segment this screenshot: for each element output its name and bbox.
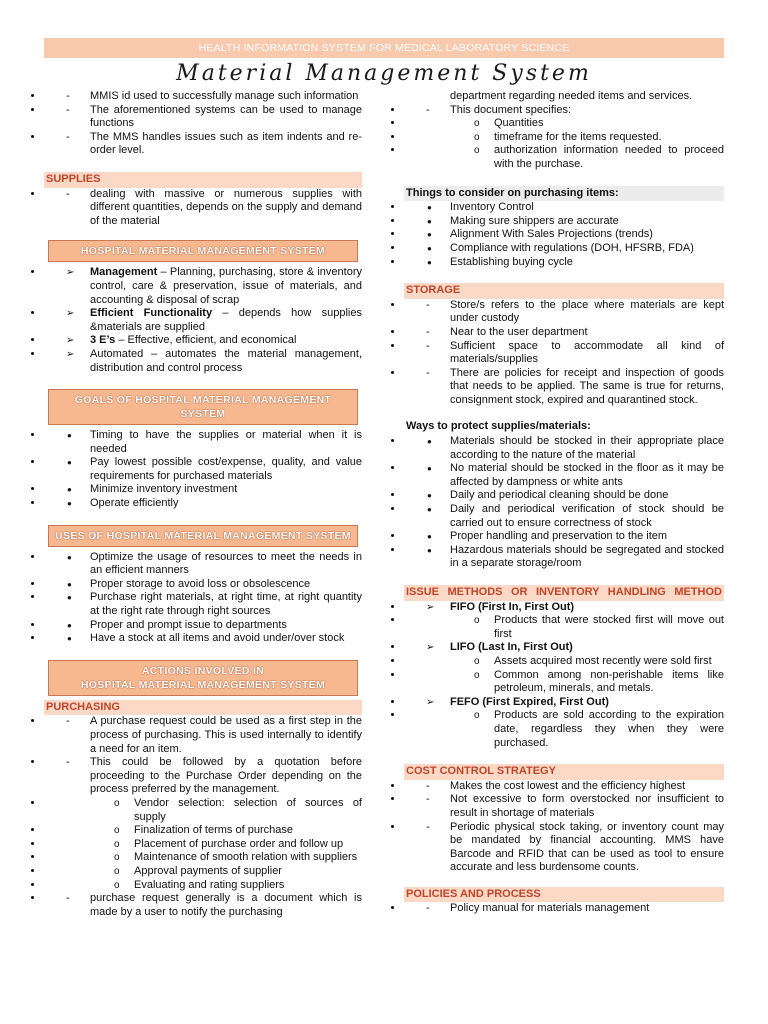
list-item: - • The MMS handles issues such as item indents and re-order level. bbox=[44, 131, 362, 158]
list-item: ● • No material should be stocked in the floor as it may be affected by dampness or white ants bbox=[404, 462, 724, 489]
term: Efficient Functionality bbox=[90, 307, 213, 320]
list-item: ● • Proper handling and preservation to the item bbox=[404, 530, 724, 544]
list-item: ● • Inventory Control bbox=[404, 201, 724, 215]
section-heading-purchasing: PURCHASING bbox=[44, 700, 362, 716]
list-item: o • Vendor selection: selection of sources of supply bbox=[44, 797, 362, 824]
continued-text: department regarding needed items and services. bbox=[450, 90, 693, 102]
list-item: - • Periodic physical stock taking, or inventory count may be mandated by financial accounting. MMS have Barcode and RFID that can be used as tool to ensure accurate and less burdensome counts. bbox=[404, 821, 724, 875]
list-item: o • Products that were stocked first will move out first bbox=[404, 614, 724, 641]
list-item: o • timeframe for the items requested. bbox=[404, 131, 724, 145]
list-item: ● • Have a stock at all items and avoid under/over stock bbox=[44, 632, 362, 646]
list-item: - • Near to the user department bbox=[404, 326, 724, 340]
box-heading-actions bbox=[48, 660, 358, 696]
page-title: Material Management System bbox=[176, 61, 592, 86]
ways-list bbox=[404, 435, 724, 571]
list-item: ● • Hazardous materials should be segregated and stocked in a separate storage/room bbox=[404, 544, 724, 571]
right-column bbox=[404, 90, 724, 916]
goals-list bbox=[44, 429, 362, 511]
subheading-ways: Ways to protect supplies/materials: bbox=[404, 419, 724, 435]
list-item: - • Sufficient space to accommodate all kind of materials/supplies bbox=[404, 340, 724, 367]
list-item: ● • Timing to have the supplies or material when it is needed bbox=[44, 429, 362, 456]
list-item: ● • Proper and prompt issue to departments bbox=[44, 619, 362, 633]
storage-list bbox=[404, 299, 724, 408]
list-item: o • Assets acquired most recently were sold first bbox=[404, 655, 724, 669]
purchasing-list-cont bbox=[44, 892, 362, 919]
box-heading-line: ACTIONS INVOLVED IN bbox=[141, 664, 265, 677]
list-item bbox=[44, 266, 362, 307]
list-item: ● • Operate efficiently bbox=[44, 497, 362, 511]
section-heading-storage: STORAGE bbox=[404, 283, 724, 299]
list-item: - • Makes the cost lowest and the efficiency highest bbox=[404, 780, 724, 794]
term-text: – Effective, efficient, and economical bbox=[115, 334, 297, 347]
list-item: - • MMIS id used to successfully manage such information bbox=[44, 90, 362, 104]
list-item: ● • Alignment With Sales Projections (trends) bbox=[404, 228, 724, 242]
document-list bbox=[404, 104, 724, 118]
list-item bbox=[44, 334, 362, 348]
list-item: ● • Optimize the usage of resources to meet the needs in an efficient manners bbox=[44, 551, 362, 578]
cost-list bbox=[404, 780, 724, 875]
intro-list bbox=[44, 90, 362, 158]
section-heading-cost: COST CONTROL STRATEGY bbox=[404, 764, 724, 780]
term-text: – depends how supplies &materials are supplied bbox=[90, 307, 362, 333]
list-item bbox=[404, 696, 724, 710]
list-item: ● • Pay lowest possible cost/expense, quality, and value requirements for purchased materials bbox=[44, 456, 362, 483]
left-column bbox=[44, 90, 362, 919]
box-heading-line: HOSPITAL MATERIAL MANAGEMENT SYSTEM bbox=[80, 678, 326, 691]
list-item bbox=[404, 641, 724, 655]
list-item: ● • Materials should be stocked in their appropriate place according to the nature of the material bbox=[404, 435, 724, 462]
list-item: ● • Compliance with regulations (DOH, HFSRB, FDA) bbox=[404, 242, 724, 256]
term-text: Automated – automates the material management, distribution and control process bbox=[90, 347, 362, 374]
list-item: - • A purchase request could be used as a first step in the process of purchasing. This is used internally to identify a need for an item. bbox=[44, 715, 362, 756]
list-item: ● • Daily and periodical verification of stock should be carried out to ensure correctness of stock bbox=[404, 503, 724, 530]
list-item bbox=[44, 348, 362, 375]
method-name: FEFO (First Expired, First Out) bbox=[450, 695, 609, 708]
list-item: ● • Purchase right materials, at right time, at right quantity at the right rate through right sources bbox=[44, 591, 362, 618]
term: Management bbox=[90, 266, 158, 279]
list-item: o • Common among non-perishable items like petroleum, minerals, and metals. bbox=[404, 669, 724, 696]
issue-list bbox=[404, 601, 724, 751]
box-heading-uses: USES OF HOSPITAL MATERIAL MANAGEMENT SYSTEM bbox=[48, 525, 358, 547]
list-item: - • The aforementioned systems can be used to manage functions bbox=[44, 104, 362, 131]
list-item: o • Quantities bbox=[404, 117, 724, 131]
box-heading-goals: GOALS OF HOSPITAL MATERIAL MANAGEMENT SYSTEM bbox=[48, 389, 358, 425]
list-item: - • This could be followed by a quotation before proceeding to the Purchase Order depending on the process preferred by the management. bbox=[44, 756, 362, 797]
purchasing-steps-list bbox=[44, 797, 362, 892]
term: 3 E’s bbox=[90, 334, 116, 347]
method-name: FIFO (First In, First Out) bbox=[450, 600, 575, 613]
subheading-things: Things to consider on purchasing items: bbox=[404, 186, 724, 202]
list-item: o • Products are sold according to the expiration date, regardless they when they were purchased. bbox=[404, 709, 724, 750]
uses-list bbox=[44, 551, 362, 646]
list-item: ● • Establishing buying cycle bbox=[404, 256, 724, 270]
list-item: - • dealing with massive or numerous supplies with different quantities, depends on the supply and demand of the material bbox=[44, 188, 362, 229]
supplies-list bbox=[44, 188, 362, 229]
section-heading-issue: ISSUE METHODS OR INVENTORY HANDLING METHOD bbox=[404, 585, 724, 601]
list-item: o • Finalization of terms of purchase bbox=[44, 824, 362, 838]
section-heading-policies: POLICIES AND PROCESS bbox=[404, 887, 724, 903]
list-item: o • Placement of purchase order and follow up bbox=[44, 838, 362, 852]
list-item: o • Maintenance of smooth relation with suppliers bbox=[44, 851, 362, 865]
list-item: ● • Making sure shippers are accurate bbox=[404, 215, 724, 229]
list-item: - • This document specifies: bbox=[404, 104, 724, 118]
list-item: ● • Daily and periodical cleaning should be done bbox=[404, 489, 724, 503]
section-heading-supplies: SUPPLIES bbox=[44, 172, 362, 188]
header-banner: HEALTH INFORMATION SYSTEM FOR MEDICAL LABORATORY SCIENCE bbox=[44, 38, 724, 58]
list-item: - • Store/s refers to the place where materials are kept under custody bbox=[404, 299, 724, 326]
term-text: – Planning, purchasing, store & inventory control, care & preservation, issue of materials, and accounting & disposal of scrap bbox=[90, 266, 362, 306]
list-item: ● • Proper storage to avoid loss or obsolescence bbox=[44, 578, 362, 592]
policies-list bbox=[404, 902, 724, 916]
box-heading-hmms: HOSPITAL MATERIAL MANAGEMENT SYSTEM bbox=[48, 240, 358, 262]
specifies-list bbox=[404, 117, 724, 171]
list-item: o • Evaluating and rating suppliers bbox=[44, 879, 362, 893]
list-item: - • Not excessive to form overstocked nor insufficient to result in shortage of materials bbox=[404, 793, 724, 820]
purchasing-list bbox=[44, 715, 362, 797]
hmms-list bbox=[44, 266, 362, 375]
list-item: ● • Minimize inventory investment bbox=[44, 483, 362, 497]
things-list bbox=[404, 201, 724, 269]
list-item: - • purchase request generally is a document which is made by a user to notify the purchasing bbox=[44, 892, 362, 919]
list-item: - • Policy manual for materials management bbox=[404, 902, 724, 916]
method-name: LIFO (Last In, First Out) bbox=[450, 641, 573, 654]
list-item bbox=[404, 601, 724, 615]
list-item: o • Approval payments of supplier bbox=[44, 865, 362, 879]
list-item bbox=[44, 307, 362, 334]
list-item: - • There are policies for receipt and inspection of goods that needs to be applied. The same is true for returns, consignment stock, expired and quarantined stock. bbox=[404, 367, 724, 408]
list-item: o • authorization information needed to proceed with the purchase. bbox=[404, 144, 724, 171]
